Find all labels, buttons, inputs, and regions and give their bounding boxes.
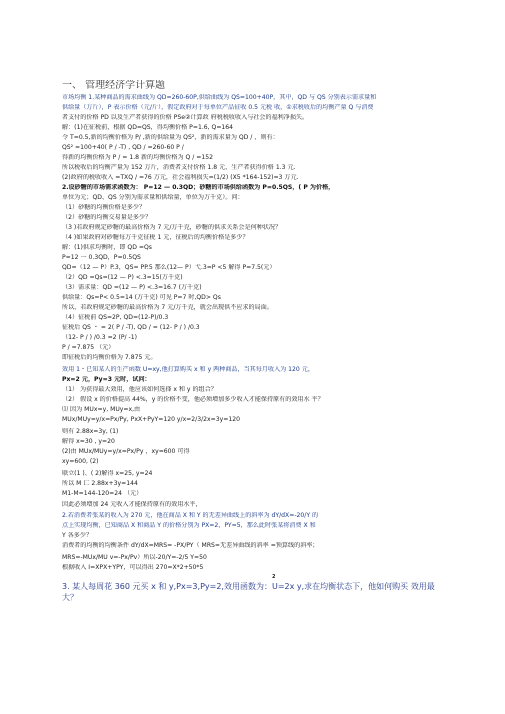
text-line: 则有 2.88x=3y, (1) [62,428,119,435]
text-line: （3）需求量：QD =(12 — P) <.3=16.7 (万千克) [62,284,202,291]
text-line: （2）砂糖的均衡交易量是多少？ [62,214,152,221]
text-line: （4 )如果政府对砂糖每万千克征税 1 元，征税后的均衡价格是多少？ [62,234,249,241]
text-line: （12- P / ) /0.3 =2 (P/ -1) [62,334,137,341]
text-line: QS² =100+40( P / -T) , QD / =260-60 P / [62,144,184,151]
text-line: 2.若消费者张某的收入为 270 元，他在商品 X 和 Y 的无差异曲线上的斜率为 dY/dX=-20/Y 的 [62,512,319,519]
text-line: 所以税收后的均衡产量为 152 万斤，消费者支付价格 1.8 元，生产者获得价格 1.3 元. [62,164,296,171]
text-line: （4）征税前 QS=2P, QD=(12-P)/0.3 [62,314,169,321]
text-line: 点上实现均衡，已知商品 X 和商品 Y 的价格分别为 PX=2，PY=5，那么此时张某将消费 X 和 [62,522,316,529]
text-line: 令 T=0.5,新的均衡价格为 P/ ,新的供给量为 QS²，新的需求量为 QD / ，则有： [62,134,279,141]
text-line: M1-M=144-120=24 （元） [62,490,143,497]
text-line: 联立(1 )、( 2)解得 x=25, y=24 [62,470,153,477]
text-line: QD=（12 — P）P.3，QS= PP.5 那么(12— P）弋.3=P <5 解得 P=7.5(元） [62,264,276,271]
text-line: 供给量：Qs=P< 0.5=14 (万千克) 可见 P=7 时,QD> Qs [62,294,221,301]
text-line: MUx/MUy=y/x=Px/Py, PxX+PyY=120 y/x=2/3/2x=3y=120 [62,416,240,423]
text-line: （2） 假设 x 的价格提高 44%，y 的价格不变，他必须增加多少收入才能保持原有的效用水 平？ [62,396,324,403]
text-line: 市场均衡 1.某种商品的需求曲线为 QD=260-60P,供给曲线为 QS=100+40P，其中，QD 与 QS 分别表示需求量和 [62,94,377,101]
text-line: 大？ [62,593,78,602]
text-line: 者支付的价格 PD 以及生产者获得的价格 PSe②计算政 府税税收收入与社会的福利净损失。 [62,114,309,121]
text-line: 解得 x=30 , y=20 [62,438,115,445]
text-line: 得新的均衡价格为 P / = 1.8 新的均衡价格为 Q / =152 [62,154,214,161]
text-line: 消费者的均衡的均衡条件 dY/dX=MRS= -PX/PY（ MRS=无差异曲线的斜率 =预算线的斜率； [62,542,319,549]
text-line: （2）QD =Qs=(12 — P) <.3=15(万千克) [62,274,183,281]
text-line: （3 )若政府规定砂糖的最高价格为 7 元/万千克，砂糖的供求关系会是何种状况？ [62,224,282,231]
text-line: 即征税后的均衡价格为 7.875 元。 [62,354,157,361]
text-line: ⑴ 因为 MUx=y, MUy=x,由 [62,406,141,413]
section-heading: 一、 管理经济学计算题 [62,80,166,91]
text-line: 所以，若政府规定砂糖的最高价格为 7 元/万千克，就会出现供不应求的局面。 [62,304,273,311]
text-line: 3. 某人每周花 360 元买 x 和 y,Px=3,Py=2,效用函数为：U=2x y,求在均衡状态下，他如何购买 效用最 [62,582,435,591]
text-line: 所以 M 匚 2.88x+3y=144 [62,480,138,487]
text-line: MRS=-MUx/MU v=-Px/Pv）所以-20/Y=-2/5 Y=50 [62,554,207,561]
text-line: 征税后 QS ・ = 2( P / -T), QD / = (12- P / ) /0.3 [62,324,200,331]
text-line: 供给量（万斤），P 表示价格（元/斤），假定政府对于每单位产品征收 0.5 元税 收，①求税收后的均衡产量 Q 与消费 [62,104,374,111]
text-line: Y 各多少？ [62,532,93,539]
text-line: P=12 一 0.3QD，P=0.5QS [62,254,141,261]
text-line: (2)由 MUx/MUy=y/x=Px/Py ，xy=600 可得 [62,448,190,455]
text-line: xy=600, (2) [62,458,99,465]
text-line: 因此必须增加 24 元收入才能保持原有的效用水平， [62,501,202,508]
text-line: (2)政府的税收收入 =TXQ / =76 万元，社会福利损失=(1/2) (X5 *164-152)=3 万元. [62,174,299,181]
text-line: P / =7.875 （元） [62,344,115,351]
text-line: （1） 为获得最大效用，他应该如何选择 x 和 y 的组合？ [62,386,217,393]
text-line: 根据收入 I=XPX+YPY，可以得出 270=X*2+50*5 [62,564,204,571]
text-line: Px=2 元，Py=3 元时，试问： [62,376,151,383]
text-line: 解：(1)供求均衡时，即 QD =Qs [62,244,152,251]
superscript-mark: 2 [272,574,276,580]
text-line: （1）砂糖的均衡价格是多少？ [62,204,146,211]
text-line: 解：(1)在征税前，根据 QD=QS，得均衡价格 P=1.6, Q=164 [62,124,234,131]
text-line: 效用 1・已知某人的生产函数 U=xy,他打算购买 x 和 y 两种商品，当其每月收入为 120 元， [62,366,314,373]
text-line: 2.设砂糖的市场需求函数为： P=12 — 0.3QD；砂糖的市场供给函数为 P=0.5QS，( P 为价格， [62,184,335,191]
text-line: 单位为元；QD、QS 分别为需求量和供给量，单位为万千克）。问： [62,194,244,201]
